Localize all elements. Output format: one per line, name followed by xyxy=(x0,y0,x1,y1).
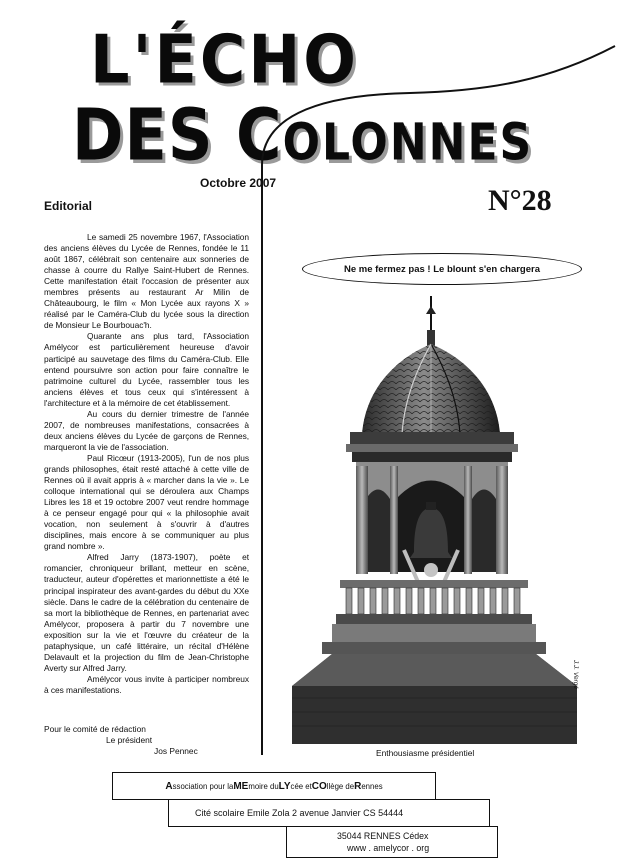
editorial-signature xyxy=(44,724,249,757)
assoc-text-me: moire du xyxy=(248,781,279,791)
photo-caption: Enthousiasme présidentiel xyxy=(376,748,475,758)
banner-speech-oval xyxy=(302,253,582,285)
assoc-initial-ly: LY xyxy=(278,780,291,792)
masthead-title-line1: L'ÉCHO xyxy=(90,19,359,99)
assoc-initial-a: A xyxy=(165,780,173,792)
signature-line-role: Le président xyxy=(106,735,153,746)
website-link[interactable]: www . amelycor . org xyxy=(347,843,430,853)
issue-date: Octobre 2007 xyxy=(200,176,277,190)
assoc-initial-co: CO xyxy=(311,780,327,792)
postal-city: 35044 RENNES Cédex xyxy=(337,831,429,841)
signature-line-name: Jos Pennec xyxy=(154,746,198,757)
editorial-paragraph: Amélycor vous invite à participer nombreux à ces manifestations. xyxy=(44,673,249,695)
association-name-box xyxy=(112,772,436,800)
assoc-initial-me: ME xyxy=(233,780,249,792)
street-address: Cité scolaire Emile Zola 2 avenue Janvier CS 54444 xyxy=(195,808,404,818)
bell-tower-photo xyxy=(292,294,577,744)
assoc-initial-r: R xyxy=(354,780,362,792)
editorial-paragraph: Quarante ans plus tard, l'Association Amélycor est particulièrement heureuse d'avoir participé au sauvetage des films du Caméra-Club. Elle entend poursuivre son action pour faire connaître le patrimoine culturel du Lycée, rassembler tous les anciens élèves et tous ceux qui s'intéressent à l'architecture et à la mémoire de cet établissement. xyxy=(44,331,249,408)
city-website-box xyxy=(286,826,498,858)
editorial-body xyxy=(44,232,249,696)
photo-credit: J.J. Vergé xyxy=(572,660,579,690)
editorial-heading: Editorial xyxy=(44,199,93,213)
issue-number: N°28 xyxy=(488,184,552,217)
assoc-text-r: ennes xyxy=(361,781,383,791)
editorial-paragraph: Alfred Jarry (1873-1907), poète et romancier, chroniqueur brillant, metteur en scène, traducteur, auteur d'opérettes et marionnettiste a été le principal inspirateur des avant-gardes du début du XXe siècle. Dans le cadre de la célébration du centenaire de sa mort la bibliothèque de Rennes, en partenariat avec Amélycor, proposera à partir du 7 novembre une exposition sur la vie et l'œuvre du créateur de la pataphysique, un café littéraire, un récital d'Hélène Delavault et la projection du film de Jean-Christophe Averty sur Alfred Jarry. xyxy=(44,552,249,673)
assoc-text-ly: cée et xyxy=(290,781,312,791)
bell-tower-illustration xyxy=(292,294,577,744)
editorial-paragraph: Paul Ricœur (1913-2005), l'un de nos plus grands philosophes, était resté attaché à cette ville de Rennes où il avait appris à « marcher dans la vie ». Le colloque international qui se déroulera aux Champs Libres les 18 et 19 octobre 2007 veut rendre hommage à ce penseur engagé pour qui « la philosophie avait vocation, non seulement à s'ouvrir à d'autres disciplines, mais encore à se communiquer au plus grand nombre ». xyxy=(44,452,249,552)
masthead-title-part-big: DES C xyxy=(72,92,283,177)
masthead-title-part-small: OLONNES xyxy=(282,113,534,173)
assoc-text-a: ssociation pour la xyxy=(172,781,234,791)
street-address-box xyxy=(168,799,490,827)
signature-line-committee: Pour le comité de rédaction xyxy=(44,724,146,734)
editorial-paragraph: Le samedi 25 novembre 1967, l'Association des anciens élèves du Lycée de Rennes, fondée le 11 août 1867, célébrait son centenaire aux sonneries de chasse à courre du Rallye Saint-Hubert de Rennes. Cette manifestation était l'occasion de présenter aux membres présents au restaurant Ar Milin de Châteaubourg, le film « Mon Lycée aux rayons X » réalisé par le Caméra-Club du lycée sous la direction de Monsieur Le Bourbouac'h. xyxy=(44,232,249,331)
banner-text: Ne me fermez pas ! Le blount s'en chargera xyxy=(343,263,540,275)
masthead-title-line2 xyxy=(72,86,542,193)
editorial-paragraph: Au cours du dernier trimestre de l'année 2007, de nombreuses manifestations, consacrées à deux anciens élèves du Lycée de garçons de Rennes, marqueront la vie de l'association. xyxy=(44,408,249,452)
assoc-text-co: llège de xyxy=(326,781,355,791)
